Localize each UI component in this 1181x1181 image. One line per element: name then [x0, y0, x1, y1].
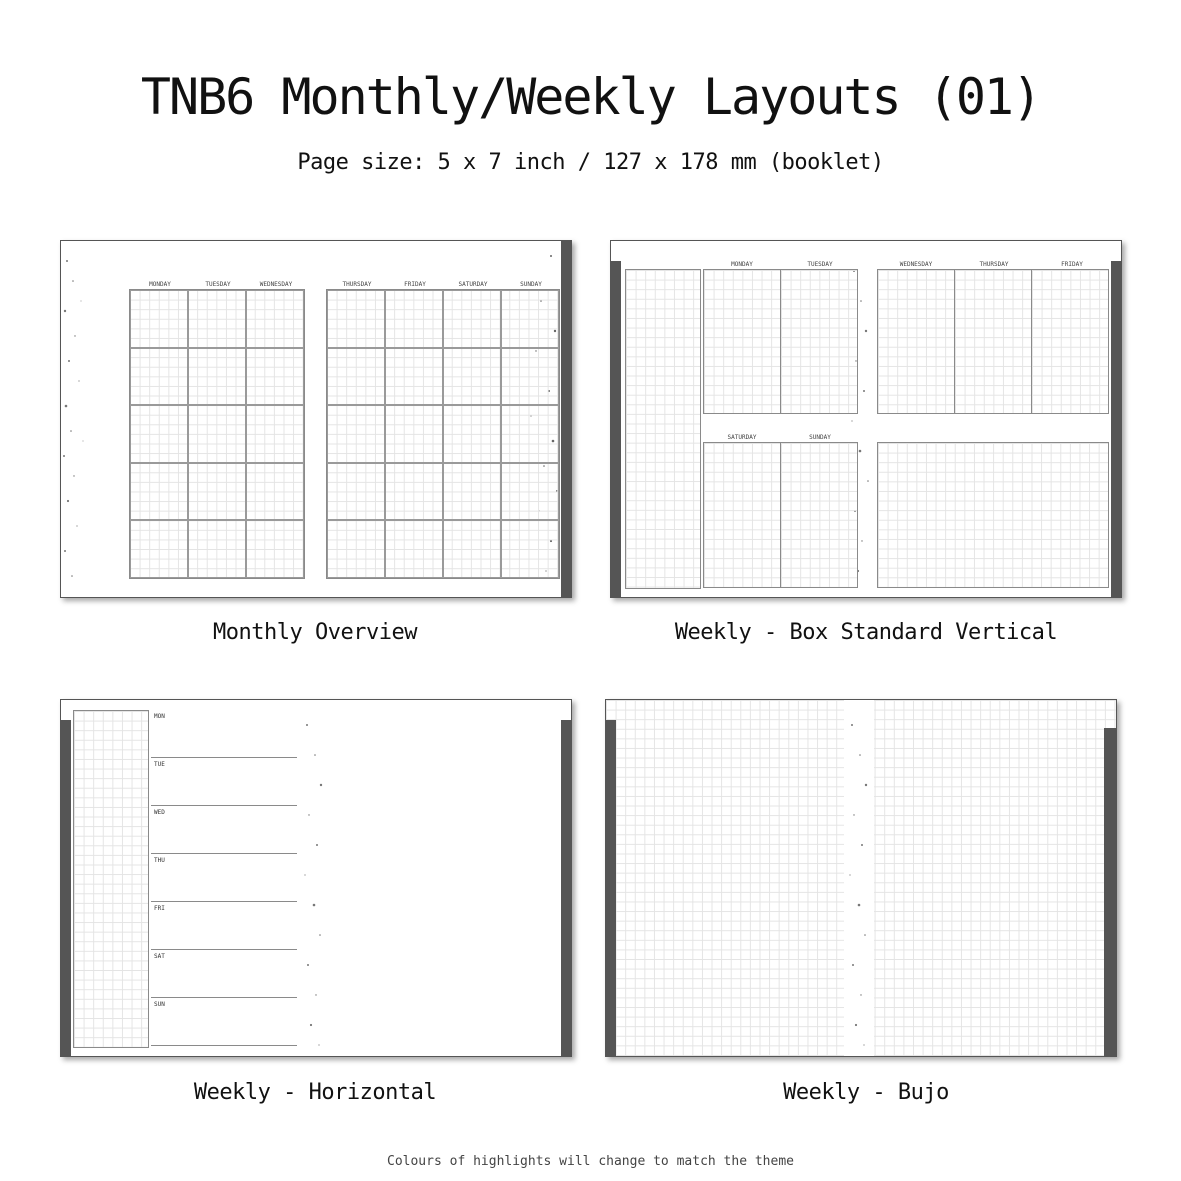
- day-label: THURSDAY: [979, 261, 1009, 268]
- day-row: [151, 998, 297, 1046]
- day-box: [877, 269, 955, 414]
- page-tab-right: [1104, 728, 1116, 1056]
- page-tab-right: [1111, 261, 1121, 597]
- speckle-left: [61, 241, 101, 597]
- page-title: TNB6 Monthly/Weekly Layouts (01): [140, 68, 1041, 126]
- day-label: SUNDAY: [520, 281, 542, 288]
- page-tab-left: [611, 261, 621, 597]
- weekly-horizontal-spread: [60, 699, 572, 1057]
- day-row: [151, 806, 297, 854]
- day-label: SAT: [154, 953, 165, 960]
- day-label: MON: [154, 713, 165, 720]
- day-label: WEDNESDAY: [899, 261, 933, 268]
- footer-note: Colours of highlights will change to match the theme: [387, 1154, 794, 1169]
- page-tab-right: [561, 241, 571, 597]
- day-label: FRIDAY: [1061, 261, 1083, 268]
- notes-box: [73, 710, 149, 1048]
- month-grid-left: [129, 289, 305, 579]
- day-label: TUESDAY: [807, 261, 833, 268]
- page-tab-left: [61, 720, 71, 1056]
- day-row: [151, 854, 297, 902]
- caption-weekly-bujo: Weekly - Bujo: [783, 1080, 949, 1105]
- day-label: WEDNESDAY: [259, 281, 293, 288]
- day-label: THU: [154, 857, 165, 864]
- day-box: [780, 269, 858, 414]
- day-box: [780, 442, 858, 588]
- day-label: SUN: [154, 1001, 165, 1008]
- speckle-gutter: [844, 700, 874, 1056]
- day-label: SATURDAY: [727, 434, 757, 441]
- day-label: THURSDAY: [342, 281, 372, 288]
- month-grid-right: [326, 289, 560, 579]
- day-label: SATURDAY: [458, 281, 488, 288]
- day-box: [954, 269, 1032, 414]
- day-row: [151, 902, 297, 950]
- monthly-overview-spread: [60, 240, 572, 598]
- day-box: [1031, 269, 1109, 414]
- notes-box: [625, 269, 701, 589]
- speckle-gutter: [299, 700, 329, 1056]
- day-row: [151, 950, 297, 998]
- day-box: [703, 442, 781, 588]
- day-label: TUESDAY: [205, 281, 231, 288]
- day-row: [151, 758, 297, 806]
- caption-weekly-box-vertical: Weekly - Box Standard Vertical: [674, 620, 1058, 645]
- day-label: SUNDAY: [809, 434, 831, 441]
- page-tab-right: [561, 720, 571, 1056]
- day-box: [703, 269, 781, 414]
- notes-box: [877, 442, 1109, 588]
- day-label: WED: [154, 809, 165, 816]
- day-label: FRI: [154, 905, 165, 912]
- day-label: TUE: [154, 761, 165, 768]
- day-label: FRIDAY: [404, 281, 426, 288]
- page-subtitle: Page size: 5 x 7 inch / 127 x 178 mm (booklet): [297, 150, 884, 175]
- day-row: [151, 710, 297, 758]
- day-label: MONDAY: [149, 281, 171, 288]
- weekly-bujo-spread: [605, 699, 1117, 1057]
- caption-weekly-horizontal: Weekly - Horizontal: [193, 1080, 437, 1105]
- caption-monthly-overview: Monthly Overview: [213, 620, 417, 645]
- page-tab-left: [606, 720, 616, 1056]
- day-label: MONDAY: [731, 261, 753, 268]
- weekly-box-vertical-spread: [610, 240, 1122, 598]
